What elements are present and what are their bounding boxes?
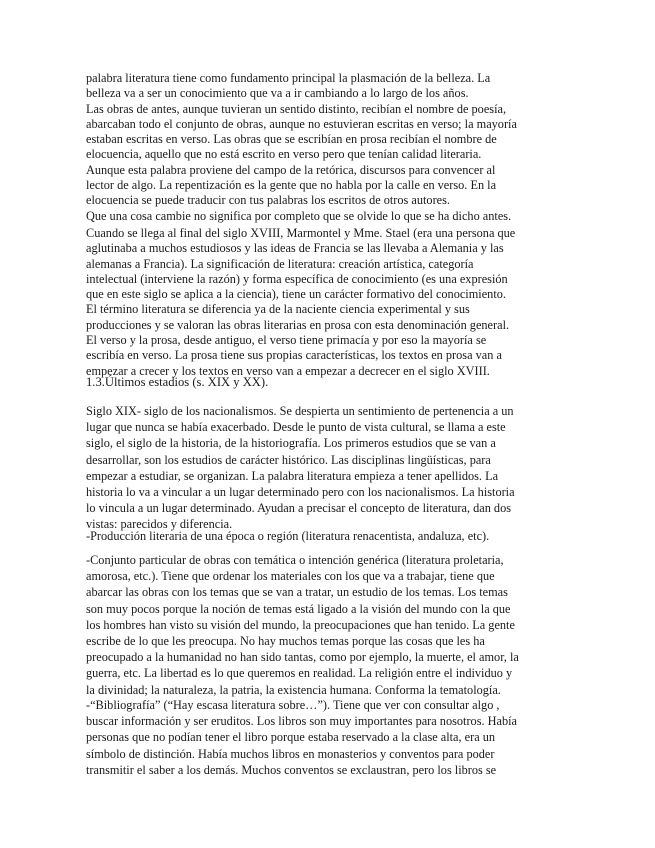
text-line: buscar información y ser eruditos. Los libros son muy importantes para nosotros. Había [86,714,517,729]
text-line: la divinidad; la naturaleza, la patria, la existencia humana. Conforma la tematología. [86,682,501,697]
text-line: empezar a estudiar, se organizan. La palabra literatura empieza a tener apellidos. La [86,468,499,483]
text-line: abarcar las obras con los temas que se van a tratar, un estudio de los temas. Los temas [86,585,508,600]
text-line: abarcaban todo el conjunto de obras, aunque no estuvieran escritas en verso; la mayoría [86,116,517,131]
text-line: personas que no podían tener el libro porque estaba reservado a la clase alta, era un [86,730,496,745]
text-line: El término literatura se diferencia ya de la naciente ciencia experimental y sus [86,302,470,317]
text-line: elocuencia se puede traducir con tus palabras los escritos de otros autores. [86,193,450,208]
section-heading-text: 1.3.Últimos estadios (s. XIX y XX). [86,375,269,389]
text-line: Las obras de antes, aunque tuvieran un sentido distinto, recibían el nombre de poesía, [86,101,507,116]
text-line: Cuando se llega al final del siglo XVIII, Marmontel y Mme. Stael (era una persona que [86,226,516,240]
text-line: lector de algo. La repentización es la gente que no habla por la calle en verso. En la [86,178,497,193]
paragraph-eighteenth-century [86,226,571,379]
text-line: -Conjunto particular de obras con temática o intención genérica (literatura proletaria, [86,553,504,567]
text-line: historia lo va a vincular a un lugar determinado pero con los nacionalismos. La historia [86,485,515,500]
text-line: alemanas a Francia). La significación de literatura: creación artística, categoría [86,256,474,271]
text-line: siglo, el siglo de la historia, de la historiografía. Los primeros estudios que se van a [86,436,496,451]
text-line: estaban escritas en verso. Las obras que se escribían en prosa recibían el nombre de [86,132,497,147]
text-line: elocuencia, aquello que no está escrito en verso pero que tenían calidad literaria. [86,147,482,162]
text-line: Aunque esta palabra proviene del campo de la retórica, discursos para convencer al [86,162,496,177]
text-line: -“Bibliografía” (“Hay escasa literatura sobre…”). Tiene que ver con consultar algo , [86,698,500,712]
text-line: transmitir el saber a los demás. Muchos conventos se exclaustran, pero los libros se [86,762,497,777]
text-line: vistas: parecidos y diferencia. [86,517,233,532]
text-line: preocupado a la humanidad no han sido tantas, como por ejemplo, la muerte, el amor, la [86,650,519,665]
text-line: lugar que nunca se había exacerbado. Desde le punto de vista cultural, se llama a este [86,420,506,435]
section-heading [86,375,571,390]
text-line: -Producción literaria de una época o región (literatura renacentista, andaluza, etc). [86,529,490,543]
text-line: son muy pocos porque la noción de temas está ligado a la visión del mundo con la que [86,601,511,616]
text-line: belleza va a ser un conocimiento que va a ir cambiando a lo largo de los años. [86,86,469,101]
text-line: escribe de lo que les preocupa. No hay muchos temas porque las cosas que les ha [86,634,485,649]
list-item-production [86,528,571,544]
text-line: símbolo de distinción. Había muchos libros en monasterios y conventos para poder [86,746,495,761]
text-line: que en este siglo se aplica a la ciencia), tiene un carácter formativo del conocimiento. [86,287,506,302]
text-line: producciones y se valoran las obras literarias en prosa con esta denominación general. [86,317,510,332]
text-line: guerra, etc. La libertad es lo que queremos en realidad. La religión entre el individuo y [86,666,513,681]
list-item-bibliography [86,697,571,778]
text-line: intelectual (interviene la razón) y forma específica de conocimiento (es una expresión [86,271,508,286]
text-line: El verso y la prosa, desde antiguo, el verso tiene primacía y por eso la mayoría se [86,333,487,348]
text-line: Siglo XIX- siglo de los nacionalismos. Se despierta un sentimiento de pertenencia a un [86,404,514,418]
paragraph-literature-beauty [86,71,571,224]
text-line: escribía en verso. La prosa tiene sus propias características, los textos en prosa van a [86,348,502,363]
text-line: empezar a crecer y los textos en verso van a empezar a decrecer en el siglo XVIII. [86,363,490,378]
text-line: desarrollar, son los estudios de carácter histórico. Las disciplinas lingüísticas, para [86,452,491,467]
text-line: los hombres han visto su visión del mundo, la preocupaciones que han tenido. La gente [86,617,515,632]
text-line: aglutinaba a muchos estudiosos y las ideas de Francia se las llevaba a Alemania y las [86,241,504,256]
list-item-thematic-works [86,552,571,698]
text-line: Que una cosa cambie no significa por completo que se olvide lo que se ha dicho antes. [86,208,512,223]
text-line: lo vincula a un lugar determinado. Ayudan a precisar el concepto de literatura, dan dos [86,501,512,516]
text-line: palabra literatura tiene como fundamento principal la plasmación de la belleza. La [86,71,491,85]
paragraph-nineteenth-century [86,403,571,533]
text-line: amorosa, etc.). Tiene que ordenar los materiales con los que va a trabajar, tiene que [86,569,495,584]
